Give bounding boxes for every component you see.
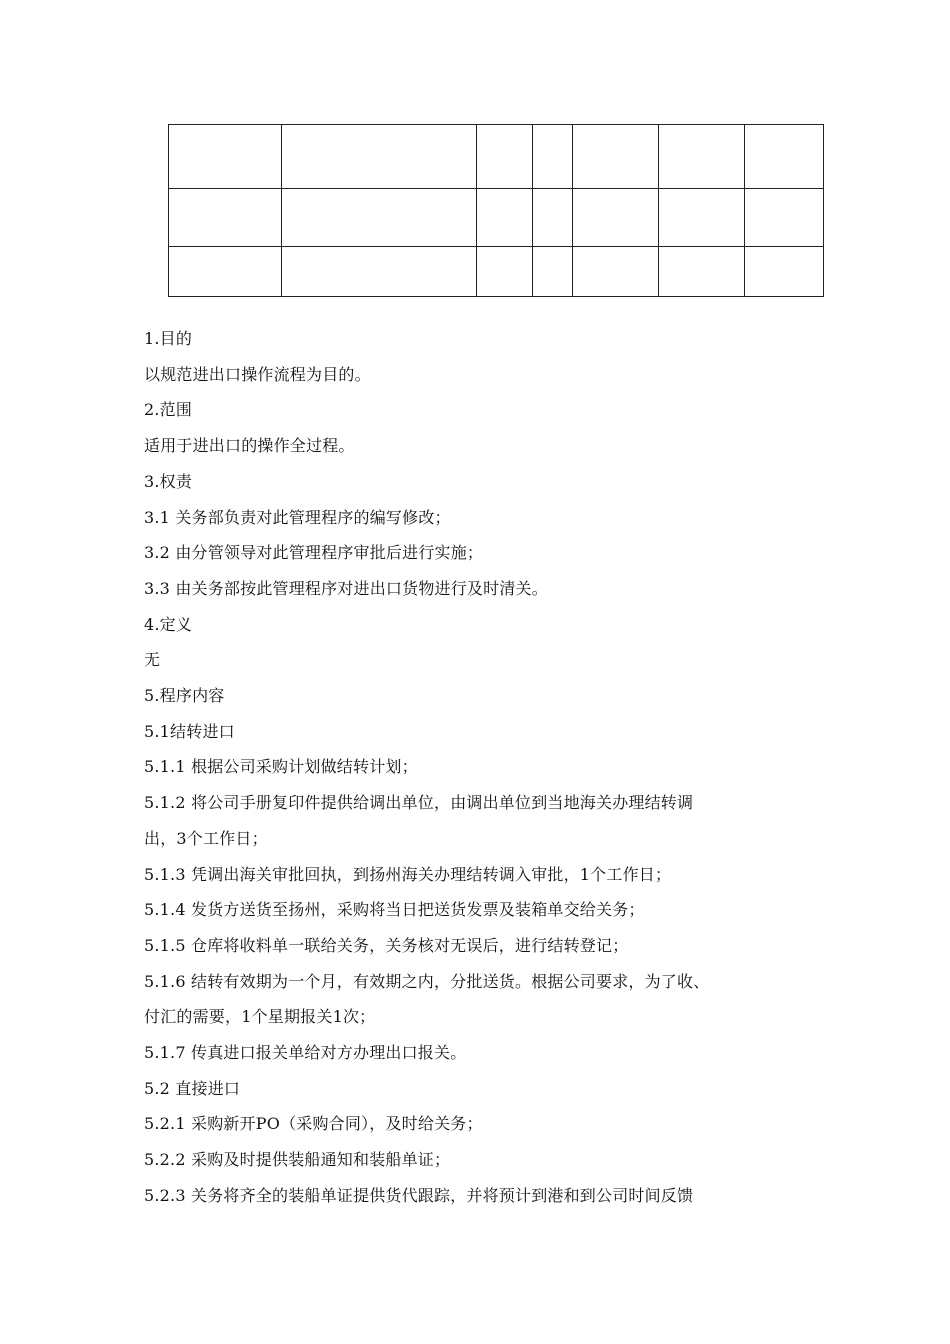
clause: 5.1.4 发货方送货至扬州，采购将当日把送货发票及装箱单交给关务； (144, 900, 645, 920)
table-cell (477, 125, 533, 189)
header-table (168, 124, 824, 297)
table-cell (169, 189, 282, 247)
clause: 5.2.2 采购及时提供装船通知和装船单证； (144, 1150, 451, 1170)
subsection-heading: 5.2 直接进口 (144, 1078, 241, 1098)
clause: 5.1.1 根据公司采购计划做结转计划； (144, 757, 418, 777)
document-body (144, 321, 824, 1214)
section-heading: 4.定义 (144, 614, 193, 634)
table-cell (745, 189, 824, 247)
table-cell (659, 247, 745, 297)
table-cell (169, 125, 282, 189)
clause-continuation: 出，3个工作日； (144, 828, 268, 848)
table-cell (573, 189, 659, 247)
section-heading: 1.目的 (144, 329, 193, 348)
table-cell (573, 125, 659, 189)
paragraph: 无 (144, 650, 161, 670)
clause: 5.1.2 将公司手册复印件提供给调出单位，由调出单位到当地海关办理结转调 (144, 793, 694, 813)
table-cell (573, 247, 659, 297)
paragraph: 适用于进出口的操作全过程。 (144, 436, 355, 456)
table-cell (282, 189, 477, 247)
paragraph: 以规范进出口操作流程为目的。 (144, 364, 371, 384)
table-cell (282, 125, 477, 189)
clause: 3.2 由分管领导对此管理程序审批后进行实施； (144, 543, 484, 563)
clause: 3.3 由关务部按此管理程序对进出口货物进行及时清关。 (144, 578, 548, 598)
table-cell (533, 125, 573, 189)
clause-continuation: 付汇的需要，1个星期报关1次； (144, 1007, 376, 1027)
table-cell (477, 189, 533, 247)
clause: 5.2.3 关务将齐全的装船单证提供货代跟踪，并将预计到港和到公司时间反馈 (144, 1185, 694, 1205)
table-row (169, 125, 824, 189)
table-cell (745, 125, 824, 189)
table-row (169, 247, 824, 297)
table-cell (745, 247, 824, 297)
table-cell (282, 247, 477, 297)
clause: 5.1.5 仓库将收料单一联给关务，关务核对无误后，进行结转登记； (144, 935, 629, 955)
section-heading: 3.权责 (144, 471, 193, 491)
table-cell (169, 247, 282, 297)
clause: 5.1.3 凭调出海关审批回执，到扬州海关办理结转调入审批，1个工作日； (144, 864, 672, 884)
table-cell (659, 125, 745, 189)
table-cell (533, 189, 573, 247)
clause: 3.1 关务部负责对此管理程序的编写修改； (144, 507, 451, 527)
clause: 5.1.7 传真进口报关单给对方办理出口报关。 (144, 1043, 467, 1063)
table-cell (477, 247, 533, 297)
section-heading: 5.程序内容 (144, 686, 225, 706)
table-row (169, 189, 824, 247)
section-heading: 2.范围 (144, 400, 193, 420)
table-cell (659, 189, 745, 247)
clause: 5.2.1 采购新开PO（采购合同），及时给关务； (144, 1114, 483, 1134)
subsection-heading: 5.1结转进口 (144, 721, 235, 741)
clause: 5.1.6 结转有效期为一个月，有效期之内，分批送货。根据公司要求，为了收、 (144, 971, 710, 991)
table-cell (533, 247, 573, 297)
